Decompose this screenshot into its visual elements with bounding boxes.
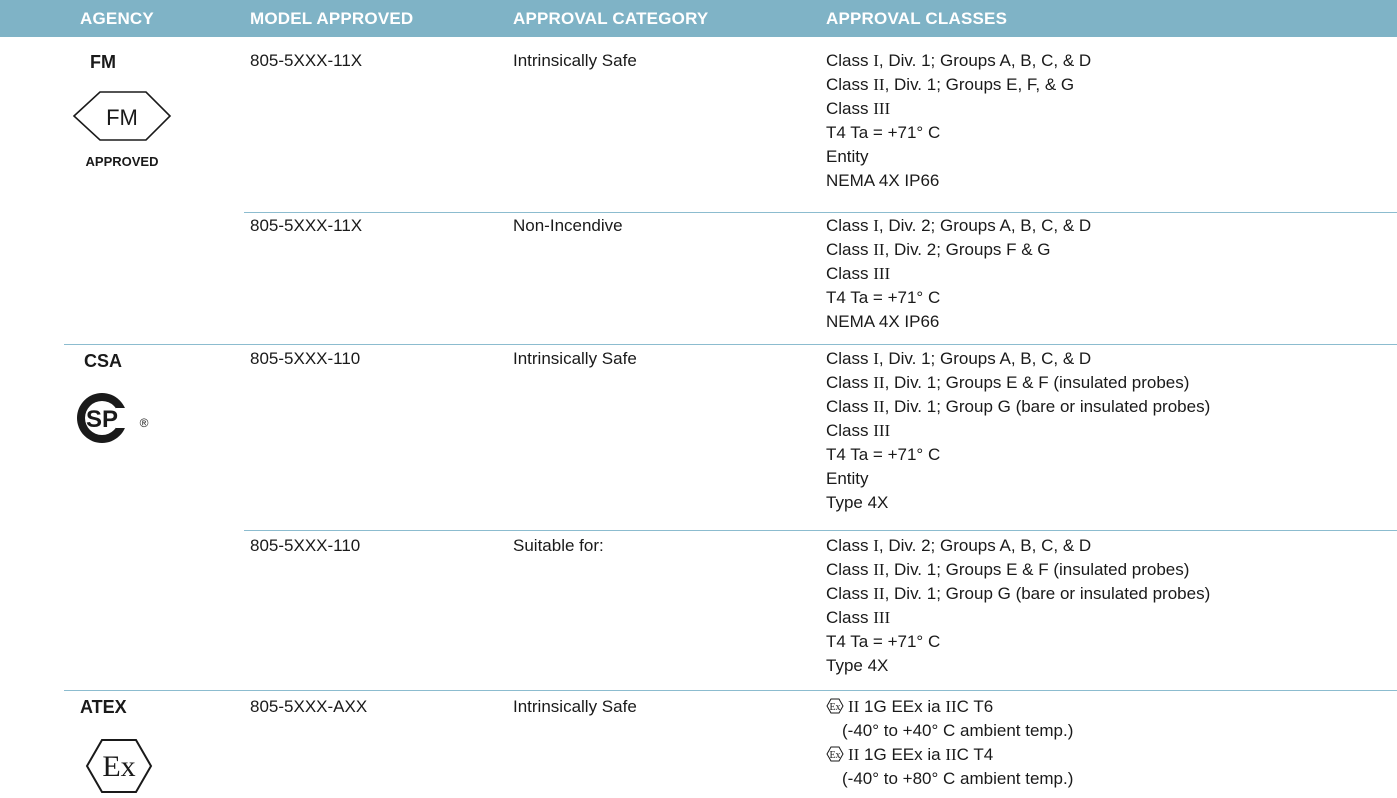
class-text: Class [826,349,874,368]
model-cell: 805-5XXX-110 [250,536,361,555]
class-line [826,467,1210,491]
header-model: MODEL APPROVED [250,9,414,28]
class-roman-numeral: I [873,349,879,368]
csa-logo [76,390,162,448]
class-text: Class [826,397,874,416]
table-header [0,0,1397,37]
class-text: Class [826,608,874,627]
class-line [826,286,1091,310]
model-cell: 805-5XXX-AXX [250,697,368,716]
class-line [826,534,1210,558]
agency-csa-name: CSA [84,351,123,371]
model-cell: 805-5XXX-110 [250,349,361,368]
class-line [826,443,1210,467]
category-cell: Intrinsically Safe [513,697,637,716]
class-text: Class [826,240,874,259]
class-line [826,419,1210,443]
class-text: Class [826,584,874,603]
class-line [826,606,1210,630]
category-cell: Non-Incendive [513,216,623,235]
class-text: , Div. 2; Groups A, B, C, & D [878,536,1092,555]
agency-fm-name: FM [90,52,116,72]
class-text: Class [826,560,874,579]
class-text: , Div. 1; Groups A, B, C, & D [878,51,1092,70]
header-category: APPROVAL CATEGORY [513,9,709,28]
class-text: Class [826,264,874,283]
model-cell: 805-5XXX-11X [250,51,363,70]
class-line [826,347,1210,371]
class-line [826,262,1091,286]
row-divider [244,530,1397,531]
ex-logo-text: Ex [102,750,136,783]
class-text: T4 Ta = +71° C [826,632,941,651]
class-roman-numeral: I [873,51,879,70]
class-text: Class [826,99,874,118]
svg-text:Ex: Ex [829,750,841,761]
class-text: , Div. 1; Groups E & F (insulated probes) [884,373,1190,392]
class-line [826,145,1091,169]
category-cell: Intrinsically Safe [513,349,637,368]
class-text: Class [826,536,874,555]
class-line [826,371,1210,395]
category-cell: Intrinsically Safe [513,51,637,70]
class-line [826,121,1091,145]
ex-icon [826,698,844,714]
class-text: (-40° to +40° C ambient temp.) [842,721,1074,740]
classes-cell [826,695,1073,791]
fm-approved-logo [72,88,172,170]
class-text: , Div. 1; Groups E, F, & G [884,75,1075,94]
class-text: Entity [826,147,869,166]
class-roman-numeral: III [873,608,891,627]
class-text: , Div. 2; Groups F & G [884,240,1051,259]
class-roman-numeral: II [873,584,885,603]
class-text: , Div. 1; Groups E & F (insulated probes) [884,560,1190,579]
row-divider [64,690,1397,691]
class-roman-numeral: II [945,697,957,716]
class-roman-numeral: II [873,560,885,579]
header-agency: AGENCY [80,9,154,28]
class-text: Class [826,421,874,440]
class-text: Class [826,51,874,70]
classes-cell [826,49,1091,193]
fm-logo-text: FM [106,105,138,130]
class-text: Type 4X [826,656,889,675]
agency-atex-name: ATEX [80,697,127,717]
class-text: Class [826,216,874,235]
classes-cell [826,347,1210,515]
class-line [826,49,1091,73]
class-roman-numeral: II [873,240,885,259]
class-roman-numeral: I [873,536,879,555]
class-line [826,719,1073,743]
classes-cell [826,214,1091,334]
class-text: NEMA 4X IP66 [826,312,940,331]
class-roman-numeral: II [873,397,885,416]
model-cell: 805-5XXX-11X [250,216,363,235]
class-text: (-40° to +80° C ambient temp.) [842,769,1074,788]
row-divider [64,344,1397,345]
class-line [826,695,1073,719]
classes-cell [826,534,1210,678]
ex-icon [826,746,844,762]
class-roman-numeral: II [848,745,860,764]
class-text: 1G EEx ia [859,745,946,764]
class-text: Class [826,75,874,94]
csa-logo-text: SP [85,406,119,433]
class-roman-numeral: III [873,421,891,440]
csa-registered-mark: ® [139,416,149,430]
class-text: , Div. 2; Groups A, B, C, & D [878,216,1092,235]
class-text: C T4 [956,745,994,764]
svg-text:Ex: Ex [829,702,841,713]
class-line [826,491,1210,515]
class-line [826,169,1091,193]
class-roman-numeral: III [873,99,891,118]
class-line [826,395,1210,419]
category-cell: Suitable for: [513,536,604,555]
class-text: Type 4X [826,493,889,512]
header-classes: APPROVAL CLASSES [826,9,1008,28]
class-line [826,97,1091,121]
class-line [826,558,1210,582]
class-line [826,310,1091,334]
fm-logo-subtext: APPROVED [85,154,159,169]
class-text: C T6 [956,697,994,716]
class-roman-numeral: II [848,697,860,716]
class-line [826,582,1210,606]
class-line [826,214,1091,238]
class-text: T4 Ta = +71° C [826,288,941,307]
class-text: Entity [826,469,869,488]
class-text: 1G EEx ia [859,697,946,716]
row-divider [244,212,1397,213]
class-roman-numeral: I [873,216,879,235]
class-text: T4 Ta = +71° C [826,445,941,464]
class-line [826,654,1210,678]
class-roman-numeral: II [873,75,885,94]
class-line [826,767,1073,791]
class-roman-numeral: III [873,264,891,283]
class-roman-numeral: II [945,745,957,764]
class-text: , Div. 1; Group G (bare or insulated probes) [884,397,1211,416]
atex-ex-logo [84,736,154,796]
class-roman-numeral: II [873,373,885,392]
class-line [826,630,1210,654]
class-line [826,238,1091,262]
class-text: Class [826,373,874,392]
class-text: , Div. 1; Group G (bare or insulated probes) [884,584,1211,603]
class-line [826,743,1073,767]
class-line [826,73,1091,97]
class-text: , Div. 1; Groups A, B, C, & D [878,349,1092,368]
class-text: NEMA 4X IP66 [826,171,940,190]
class-text: T4 Ta = +71° C [826,123,941,142]
